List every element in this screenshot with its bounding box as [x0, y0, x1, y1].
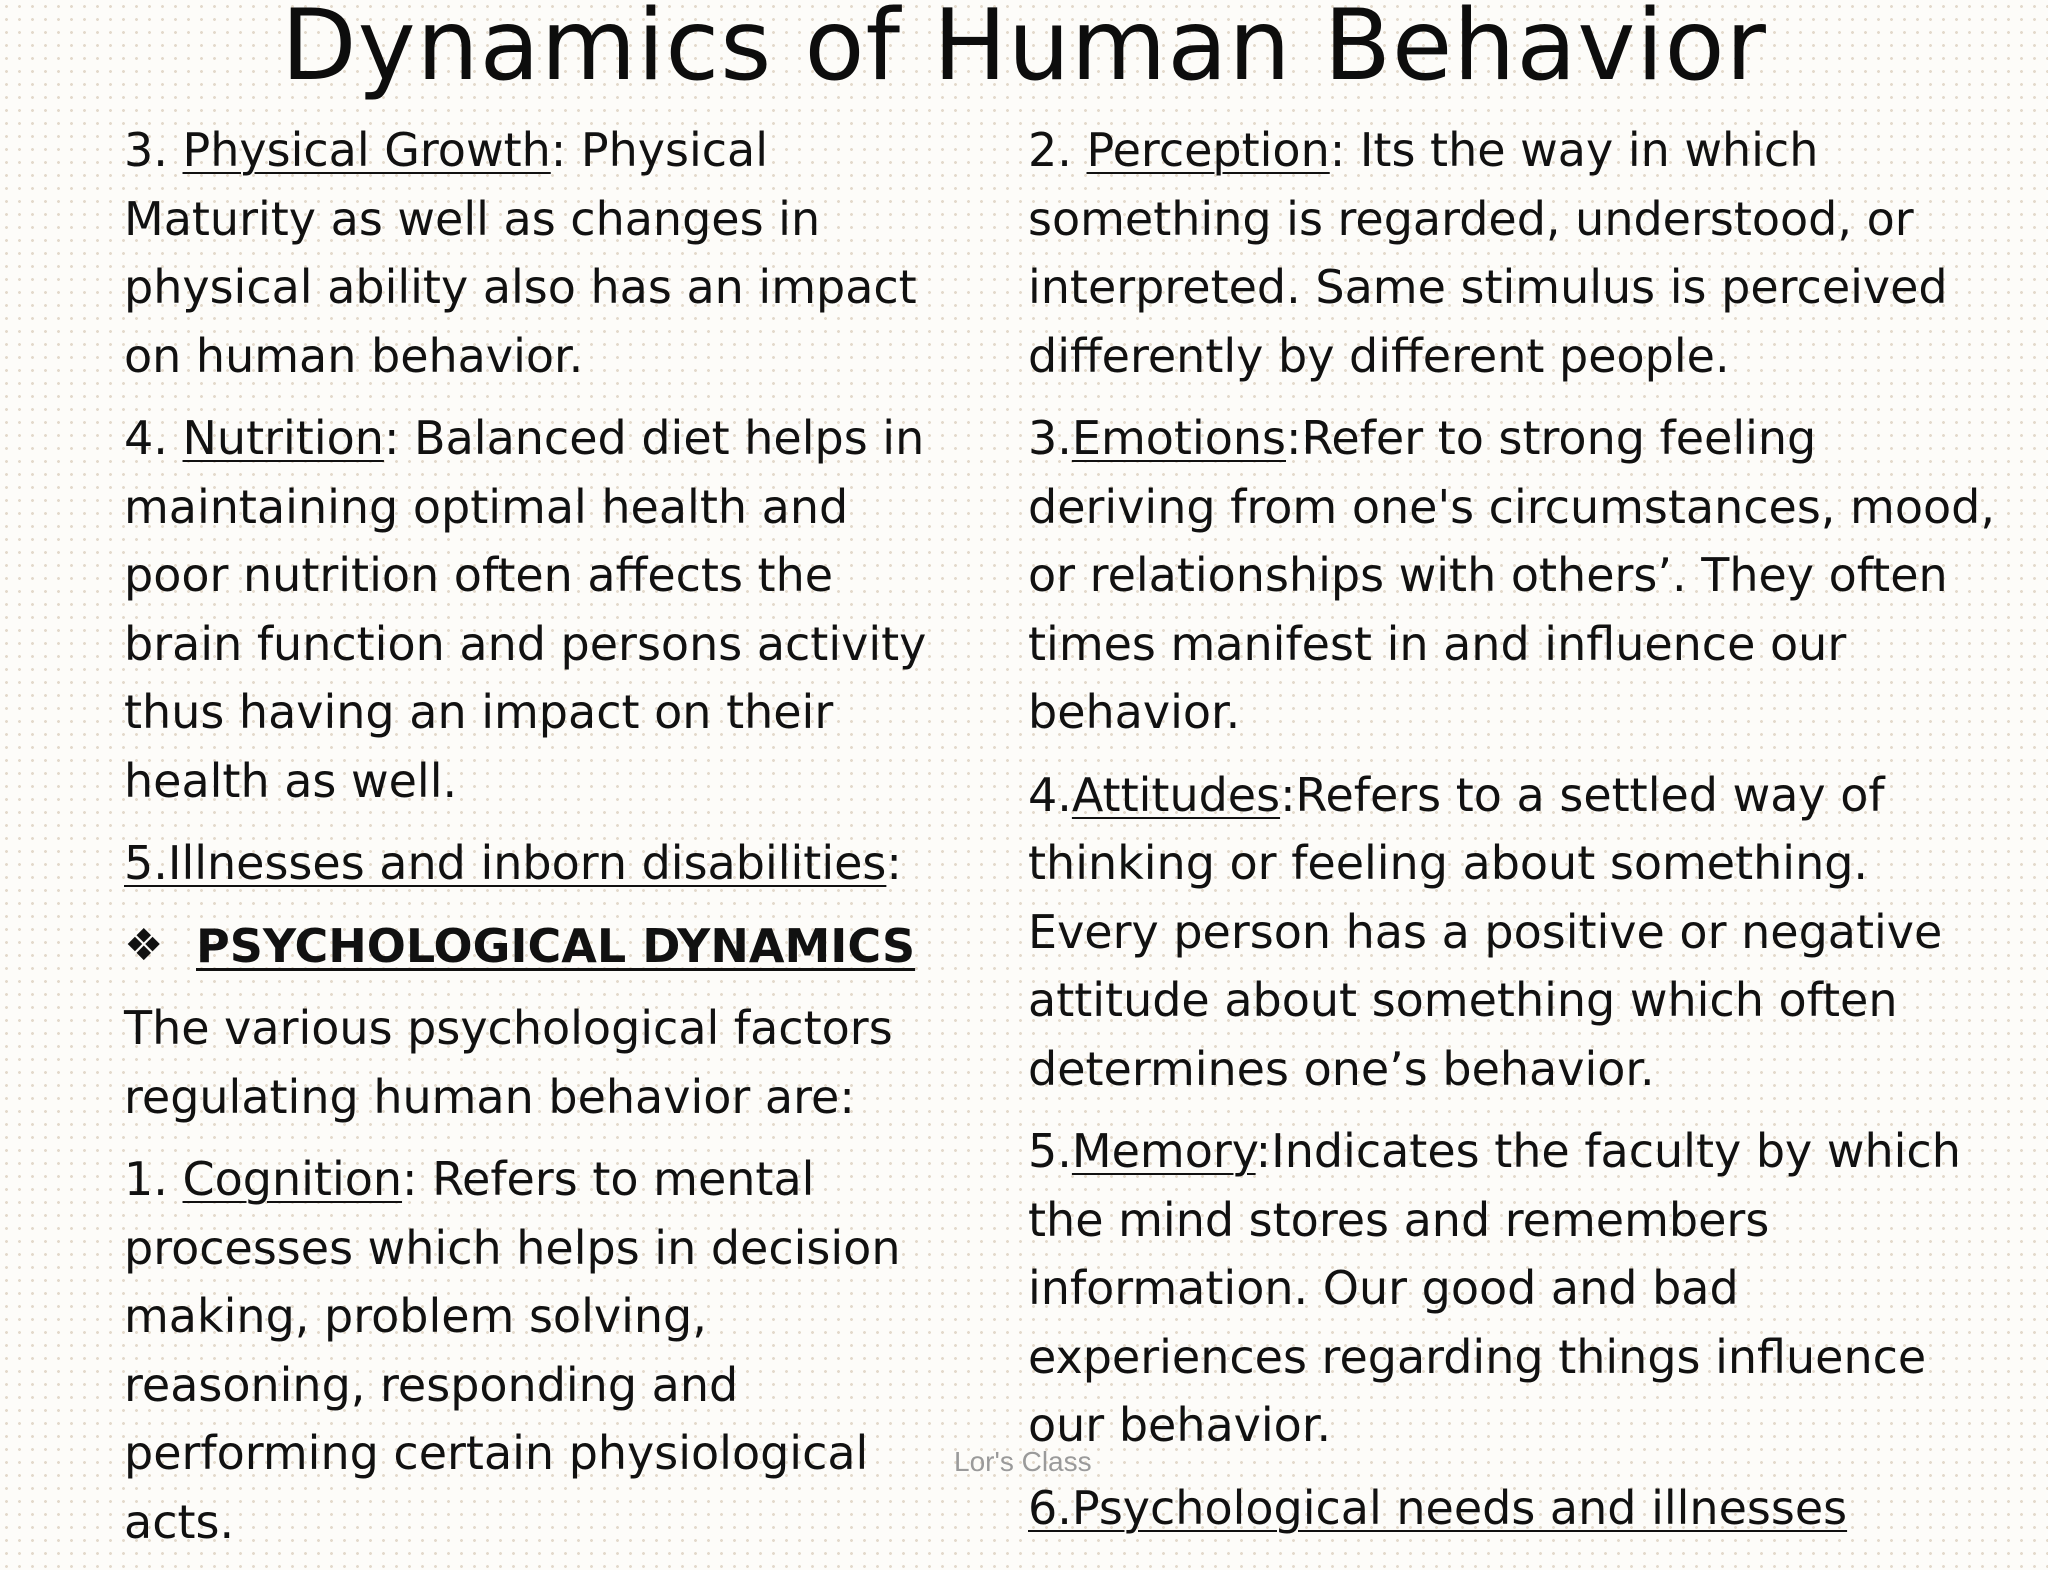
item-attitudes [1028, 761, 2008, 1104]
item-illnesses [124, 829, 954, 898]
right-column [1028, 116, 2008, 1556]
section-heading-text: PSYCHOLOGICAL DYNAMICS [196, 918, 916, 973]
item-text: :Refers to a settled way of thinking or feeling about something. Every person has a positive or negative attitude about something which often determines one’s behavior. [1028, 767, 1943, 1096]
item-term: 5.Illnesses and inborn disabilities [124, 836, 887, 890]
item-text: : [886, 836, 902, 890]
item-term: Memory [1071, 1124, 1256, 1178]
item-psychological-needs [1028, 1474, 2008, 1543]
item-text: :Indicates the faculty by which the mind stores and remembers information. Our good and bad experiences regarding things influence our behavior. [1028, 1124, 1961, 1452]
item-text: : Refers to mental processes which helps in decision making, problem solving, reasoning, responding and performing certain physiological acts. [124, 1152, 901, 1549]
item-number: 2. [1028, 123, 1087, 177]
diamond-bullet-icon: ❖ [124, 919, 164, 971]
section-heading [124, 912, 954, 981]
item-term: Nutrition [182, 411, 384, 465]
item-term: Attitudes [1071, 767, 1281, 822]
item-term: 6.Psychological needs and illnesses [1028, 1480, 1848, 1535]
item-text: : Its the way in which something is regarded, understood, or interpreted. Same stimulus is perceived differently by different people. [1028, 123, 1948, 383]
item-text: : Balanced diet helps in maintaining optimal health and poor nutrition often affects the brain function and persons activity thus having an impact on their health as well. [124, 411, 927, 808]
item-cognition [124, 1145, 954, 1556]
item-number: 5. [1028, 1124, 1072, 1178]
slide-title: Dynamics of Human Behavior [281, 0, 1767, 103]
item-nutrition [124, 404, 954, 815]
footer-label: Lor's Class [954, 1446, 1092, 1477]
section-intro: The various psychological factors regulating human behavior are: [124, 1001, 893, 1124]
item-memory [1028, 1117, 2008, 1460]
item-text: : Physical Maturity as well as changes in physical ability also has an impact on human behavior. [124, 123, 917, 383]
item-number: 1. [124, 1152, 183, 1206]
item-term: Perception [1086, 123, 1330, 177]
item-number: 3. [124, 123, 183, 177]
item-term: Cognition [182, 1152, 403, 1206]
item-text: :Refer to strong feeling deriving from one's circumstances, mood, or relationships with others’. They often times manifest in and influence our behavior. [1028, 411, 1995, 739]
item-emotions [1028, 404, 2008, 747]
left-column [124, 116, 954, 1570]
item-number: 3. [1028, 411, 1072, 465]
item-number: 4. [124, 411, 183, 465]
item-term: Emotions [1071, 411, 1286, 465]
item-perception [1028, 116, 2008, 390]
item-term: Physical Growth [182, 123, 551, 177]
item-physical-growth [124, 116, 954, 390]
item-number: 4. [1028, 767, 1072, 822]
